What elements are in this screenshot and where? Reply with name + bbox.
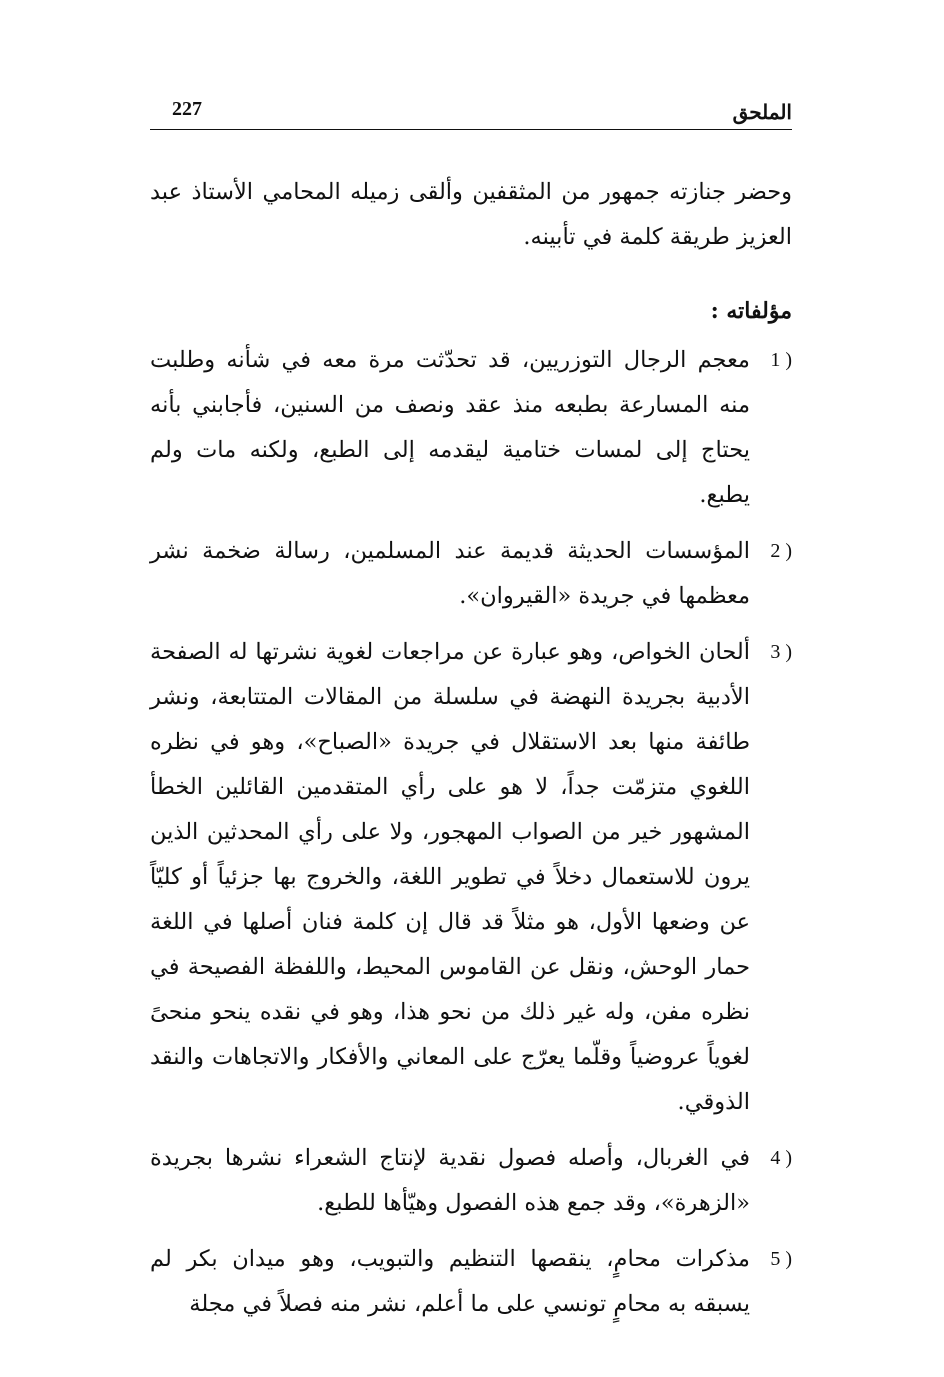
work-item	[150, 630, 792, 1125]
work-text: معجم الرجال التوزريين، قد تحدّثت مرة معه في شأنه وطلبت منه المسارعة بطبعه منذ عقد ونصف من السنين، فأجابني بأنه يحتاج إلى لمسات ختامية ليقدمه إلى الطبع، ولكنه مات ولم يطبع.	[150, 347, 750, 508]
running-header	[150, 96, 792, 130]
work-number: 5 )	[770, 1248, 792, 1270]
header-rule	[150, 129, 792, 130]
page-number: 227	[172, 98, 202, 120]
work-text: في الغربال، وأصله فصول نقدية لإنتاج الشعراء نشرها بجريدة «الزهرة»، وقد جمع هذه الفصول وهيّأها للطبع.	[150, 1145, 750, 1216]
works-list	[150, 338, 792, 1338]
work-number: 3 )	[770, 641, 792, 663]
work-number: 4 )	[770, 1147, 792, 1169]
work-number: 2 )	[770, 540, 792, 562]
work-item	[150, 1136, 792, 1226]
work-text: المؤسسات الحديثة قديمة عند المسلمين، رسالة ضخمة نشر معظمها في جريدة «القيروان».	[150, 538, 750, 609]
section-heading: مؤلفاته :	[710, 298, 792, 324]
work-number: 1 )	[770, 349, 792, 371]
work-text: ألحان الخواص، وهو عبارة عن مراجعات لغوية نشرتها له الصفحة الأدبية بجريدة النهضة في سلسلة من المقالات المتتابعة، ونشر طائفة منها بعد الاستقلال في جريدة «الصباح»، وهو في نظره اللغوي متزمّت جداً، لا هو على رأي المتقدمين القائلين الخطأ المشهور خير من الصواب المهجور، ولا على رأي المحدثين الذين يرون للاستعمال دخلاً في تطوير اللغة، والخروج بها جزئياً أو كليّاً عن وضعها الأول، هو مثلاً قد قال إن كلمة فنان أصلها في اللغة حمار الوحش، ونقل عن القاموس المحيط، واللفظة الفصيحة في نظره مفن، وله غير ذلك من نحو هذا، وهو في نقده ينحو منحىً لغوياً عروضياً وقلّما يعرّج على المعاني والأفكار والاتجاهات والنقد الذوقي.	[150, 639, 750, 1115]
chapter-title: الملحق	[732, 100, 792, 124]
intro-paragraph: وحضر جنازته جمهور من المثقفين وألقى زميله المحامي الأستاذ عبد العزيز طريقة كلمة في تأبينه.	[150, 179, 792, 250]
work-item	[150, 338, 792, 518]
work-text: مذكرات محامٍ، ينقصها التنظيم والتبويب، وهو ميدان بكر لم يسبقه به محامٍ تونسي على ما أعلم، نشر منه فصلاً في مجلة	[150, 1246, 750, 1317]
work-item	[150, 1237, 792, 1327]
work-item	[150, 529, 792, 619]
